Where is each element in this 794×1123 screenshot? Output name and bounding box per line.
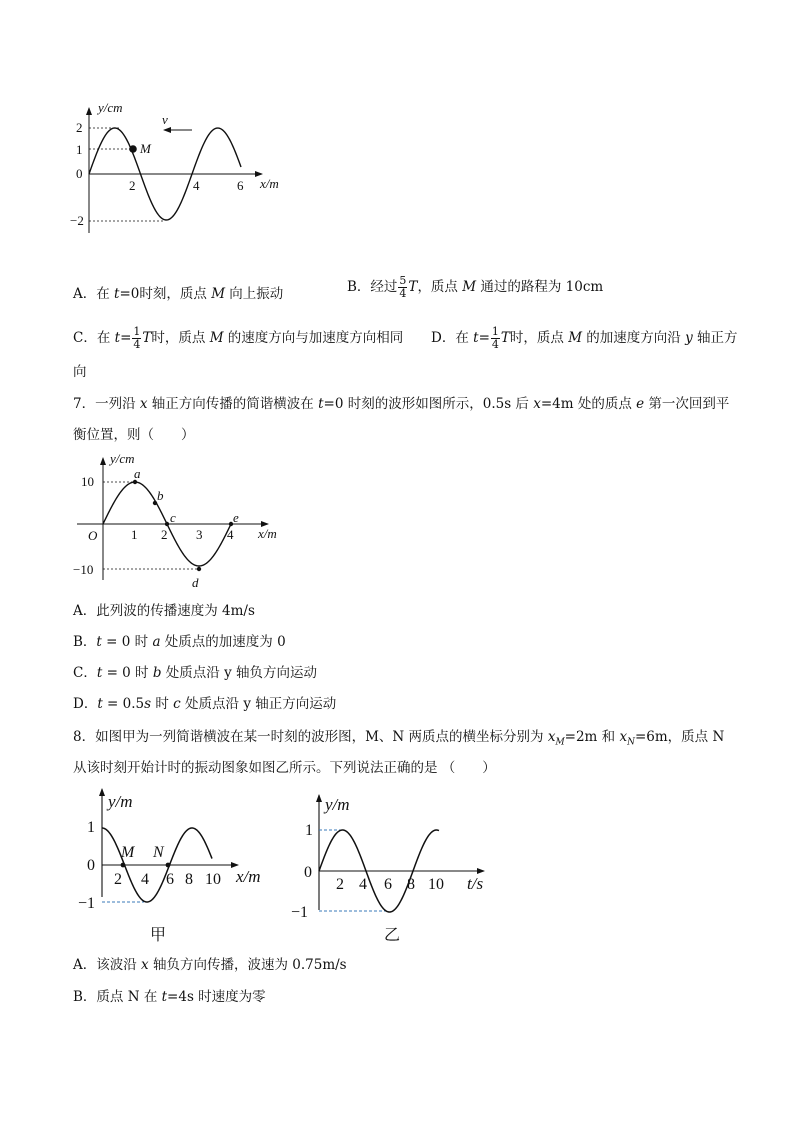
var-m: M bbox=[209, 330, 224, 346]
x-tick-4: 4 bbox=[359, 876, 367, 893]
q7-option-a: A．此列波的传播速度为 4m/s bbox=[73, 603, 255, 619]
text: 时，质点 bbox=[509, 330, 569, 346]
text: 处质点沿 y 轴正方向运动 bbox=[180, 696, 337, 712]
text: D．在 bbox=[431, 330, 474, 346]
x-axis-label: x/m bbox=[236, 867, 261, 886]
text: 的加速度方向沿 bbox=[582, 330, 686, 346]
q6-option-c bbox=[73, 326, 403, 351]
var-t: t bbox=[97, 696, 103, 712]
caption-yi: 乙 bbox=[384, 927, 401, 944]
var-x: x bbox=[139, 396, 148, 412]
var-t: T bbox=[408, 279, 418, 295]
text: A．在 bbox=[73, 286, 115, 302]
q8-option-b bbox=[73, 987, 266, 1007]
var-t: T bbox=[142, 330, 152, 346]
text: 处质点的加速度为 0 bbox=[160, 634, 286, 650]
x-tick-2: 2 bbox=[161, 527, 168, 542]
var-x: x bbox=[547, 729, 556, 745]
var-e: e bbox=[636, 396, 645, 412]
var-t: t bbox=[473, 330, 479, 346]
var-b: b bbox=[152, 665, 162, 681]
y-tick-m2: −2 bbox=[70, 213, 84, 228]
point-c-label: c bbox=[170, 510, 176, 525]
text: 轴负方向传播，波速为 0.75m/s bbox=[148, 957, 347, 973]
text: 轴正方 bbox=[692, 330, 738, 346]
text: = bbox=[120, 330, 132, 346]
denominator: 4 bbox=[133, 338, 141, 351]
x-tick-10: 10 bbox=[205, 871, 221, 888]
fraction bbox=[491, 326, 500, 351]
point-m bbox=[129, 145, 137, 153]
var-y: y bbox=[685, 330, 693, 346]
text: C． bbox=[73, 665, 97, 681]
text: =6m，质点 N bbox=[634, 729, 725, 745]
text: B．质点 N 在 bbox=[73, 989, 162, 1005]
numerator: 1 bbox=[491, 325, 499, 338]
q8-option-a bbox=[73, 955, 347, 975]
subscript-m: M bbox=[555, 737, 565, 748]
q6-option-b bbox=[347, 275, 603, 300]
x-tick-2: 2 bbox=[114, 871, 122, 888]
text: = 0 时 bbox=[102, 665, 153, 681]
text: 轴正方向传播的简谐横波在 bbox=[147, 396, 319, 412]
text: =0时刻，质点 bbox=[119, 286, 212, 302]
q6-option-d-wrap: 向 bbox=[73, 364, 87, 380]
y-axis-label: y/m bbox=[108, 792, 133, 811]
x-tick-1: 1 bbox=[131, 527, 138, 542]
x-tick-6: 6 bbox=[237, 178, 244, 193]
x-axis-label: t/s bbox=[467, 874, 484, 893]
var-t: t bbox=[114, 286, 120, 302]
point-c bbox=[165, 522, 169, 526]
text: 第一次回到平 bbox=[644, 396, 730, 412]
wave-figure-q7 bbox=[72, 452, 292, 592]
caption-jia: 甲 bbox=[150, 927, 167, 944]
q7-stem-line-1 bbox=[73, 394, 729, 414]
point-d-label: d bbox=[192, 575, 199, 590]
text: =2m 和 bbox=[564, 729, 620, 745]
x-tick-2: 2 bbox=[336, 876, 344, 893]
x-tick-8: 8 bbox=[407, 876, 415, 893]
q7-option-d bbox=[73, 694, 336, 714]
text: =0 时刻的波形如图所示，0.5s 后 bbox=[323, 396, 534, 412]
x-tick-4: 4 bbox=[141, 871, 149, 888]
q8-stem-line-2: 从该时刻开始计时的振动图象如图乙所示。下列说法正确的是 （ ） bbox=[73, 760, 496, 776]
y-tick-1: 1 bbox=[87, 819, 95, 836]
y-tick-0: 0 bbox=[304, 864, 312, 881]
x-tick-6: 6 bbox=[166, 871, 174, 888]
text: ，质点 bbox=[417, 279, 463, 295]
text: B．经过 bbox=[347, 279, 398, 295]
point-n-label: N bbox=[153, 844, 164, 861]
origin-label: O bbox=[88, 528, 98, 543]
numerator: 5 bbox=[399, 274, 407, 287]
q6-option-a bbox=[73, 284, 283, 304]
text: = 0.5 bbox=[102, 696, 145, 712]
point-m-label: M bbox=[121, 844, 135, 861]
text: =4s 时速度为零 bbox=[167, 989, 266, 1005]
point-n bbox=[166, 863, 171, 868]
x-tick-8: 8 bbox=[185, 871, 193, 888]
x-tick-4: 4 bbox=[227, 527, 234, 542]
x-tick-2: 2 bbox=[129, 178, 136, 193]
text: 处质点沿 y 轴负方向运动 bbox=[161, 665, 318, 681]
y-tick-2: 2 bbox=[76, 120, 83, 135]
text: C．在 bbox=[73, 330, 115, 346]
x-axis-label: x/m bbox=[260, 176, 279, 191]
text: 8．如图甲为一列简谐横波在某一时刻的波形图，M、N 两质点的横坐标分别为 bbox=[73, 729, 548, 745]
var-t: t bbox=[96, 665, 103, 681]
velocity-label: v bbox=[162, 112, 168, 127]
text: 的速度方向与加速度方向相同 bbox=[223, 330, 404, 346]
numerator: 1 bbox=[133, 325, 141, 338]
y-axis-label: y/m bbox=[325, 795, 350, 814]
point-a-label: a bbox=[134, 466, 141, 481]
var-t: t bbox=[318, 396, 324, 412]
var-x: x bbox=[141, 957, 149, 973]
text: = 0 时 bbox=[101, 634, 153, 650]
x-tick-10: 10 bbox=[428, 876, 444, 893]
point-b-label: b bbox=[157, 488, 164, 503]
text: 时 bbox=[151, 696, 174, 712]
var-m: M bbox=[462, 279, 477, 295]
text: =4m 处的质点 bbox=[540, 396, 637, 412]
x-tick-4: 4 bbox=[193, 178, 200, 193]
var-a: a bbox=[152, 634, 161, 650]
fraction bbox=[132, 326, 141, 351]
text: 通过的路程为 10cm bbox=[476, 279, 604, 295]
y-tick-m1: −1 bbox=[78, 895, 96, 912]
var-t: t bbox=[161, 989, 168, 1005]
point-m-label: M bbox=[140, 141, 151, 156]
var-x: x bbox=[533, 396, 541, 412]
point-m bbox=[121, 863, 126, 868]
var-x: x bbox=[619, 729, 628, 745]
y-tick-1: 1 bbox=[305, 822, 313, 839]
text: 向上振动 bbox=[225, 286, 284, 302]
y-tick-0: 0 bbox=[87, 857, 95, 874]
y-axis-label: y/cm bbox=[110, 451, 135, 466]
wave-figure-1 bbox=[72, 98, 292, 238]
text: 7．一列沿 bbox=[73, 396, 140, 412]
q7-option-c bbox=[73, 663, 317, 683]
x-tick-3: 3 bbox=[196, 527, 203, 542]
var-m: M bbox=[568, 330, 583, 346]
point-d bbox=[197, 567, 201, 571]
point-e-label: e bbox=[233, 510, 239, 525]
var-t: t bbox=[96, 634, 102, 650]
q7-option-b bbox=[73, 632, 286, 652]
var-m: M bbox=[211, 286, 226, 302]
subscript-n: N bbox=[627, 737, 635, 748]
var-t: t bbox=[114, 330, 121, 346]
wave-figure-yi bbox=[291, 787, 496, 947]
q8-stem-line-1 bbox=[73, 727, 724, 753]
text: = bbox=[478, 330, 490, 346]
y-tick-1: 1 bbox=[76, 142, 83, 157]
wave-figure-jia bbox=[78, 787, 299, 947]
text: B． bbox=[73, 634, 97, 650]
var-c: c bbox=[173, 696, 181, 712]
denominator: 4 bbox=[399, 287, 407, 300]
denominator: 4 bbox=[491, 338, 499, 351]
q7-stem-line-2: 衡位置，则（ ） bbox=[73, 427, 195, 443]
var-t: T bbox=[500, 330, 510, 346]
text: A．该波沿 bbox=[73, 957, 142, 973]
y-axis-label: y/cm bbox=[98, 100, 123, 115]
x-axis-label: x/m bbox=[258, 526, 277, 541]
y-tick-m10: −10 bbox=[73, 562, 94, 577]
y-tick-10: 10 bbox=[81, 474, 94, 489]
y-tick-0: 0 bbox=[76, 166, 83, 181]
fraction bbox=[398, 275, 407, 300]
var-s: s bbox=[144, 696, 152, 712]
text: D． bbox=[73, 696, 98, 712]
x-tick-6: 6 bbox=[384, 876, 392, 893]
q6-option-d bbox=[431, 326, 738, 351]
text: 时，质点 bbox=[151, 330, 210, 346]
y-tick-m1: −1 bbox=[291, 904, 309, 921]
